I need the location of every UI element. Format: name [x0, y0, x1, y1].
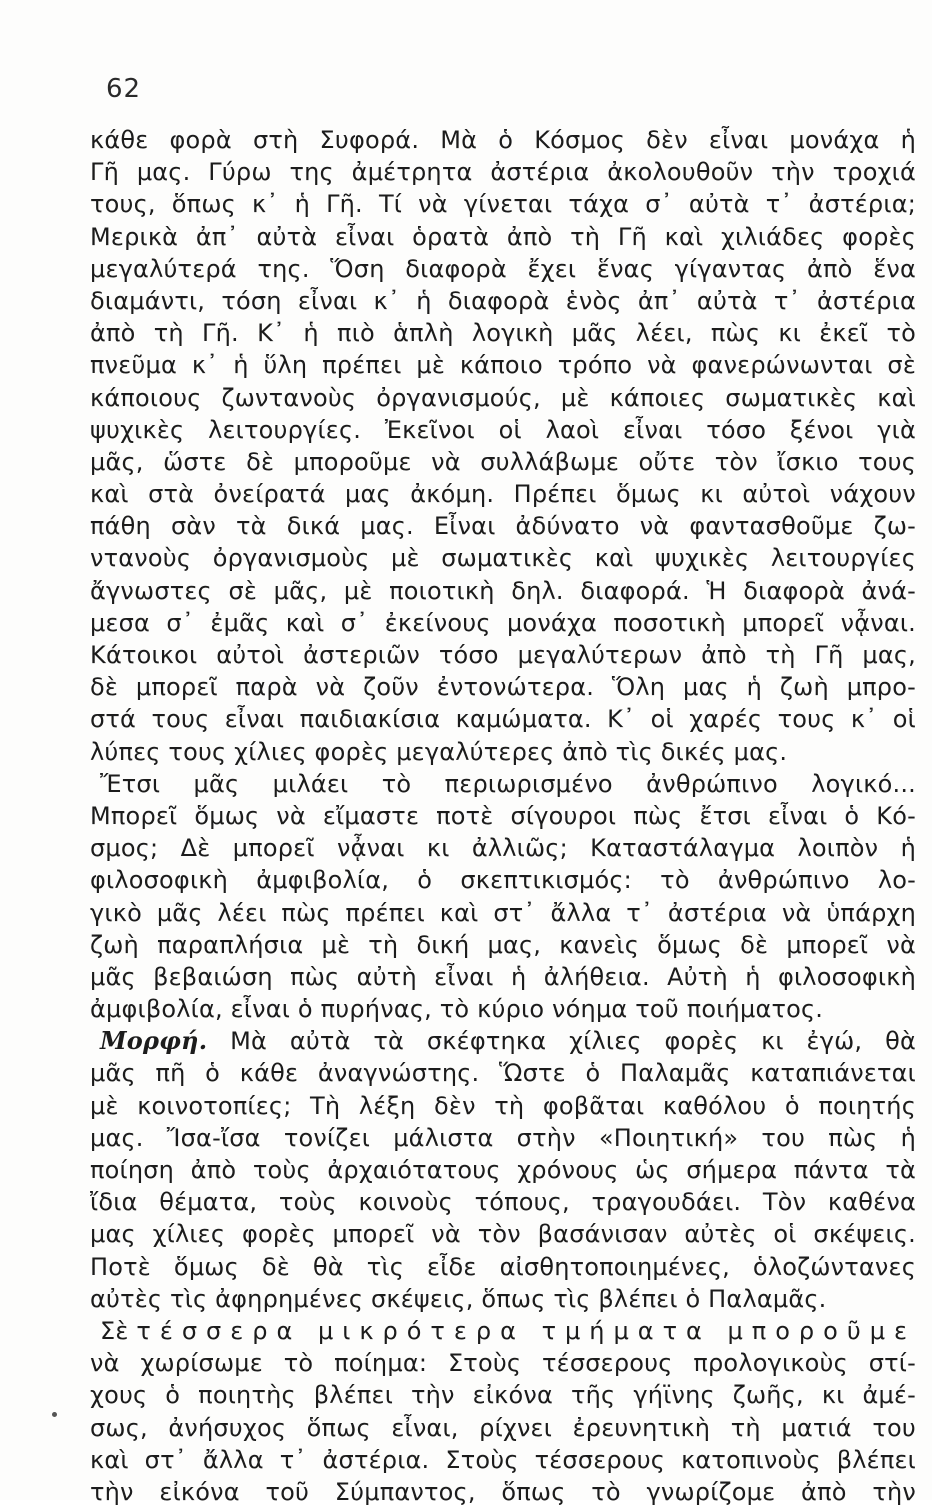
section-lead: Σὲ	[100, 1316, 129, 1345]
text-line: καὶ στὰ ὀνείρατά μας ἀκόμη. Πρέπει ὅμως κι αὐτοὶ νάχουν	[90, 480, 916, 509]
text-line: κάποιους ζωντανοὺς ὀργανισμούς, μὲ κάποιες σωματικὲς καὶ	[90, 383, 916, 412]
text-line: χους ὁ ποιητὴς βλέπει τὴν εἰκόνα τῆς γήϊνης ζωῆς, κι ἀμέ-	[90, 1381, 916, 1410]
text-line: μᾶς πῆ ὁ κάθε ἀναγνώστης. Ὥστε ὁ Παλαμᾶς καταπιάνεται	[90, 1059, 916, 1088]
text-line: φιλοσοφικὴ ἀμφιβολία, ὁ σκεπτικισμός: τὸ ἀνθρώπινο λο-	[90, 866, 916, 895]
text-line: τὴν εἰκόνα τοῦ Σύμπαντος, ὅπως τὸ γνωρίζομε ἀπὸ τὴν	[90, 1477, 916, 1506]
text-line: αὐτὲς τὶς ἀφηρημένες σκέψεις, ὅπως τὶς βλέπει ὁ Παλαμᾶς.	[90, 1284, 827, 1313]
text-line: κάθε φορὰ στὴ Συφορά. Μὰ ὁ Κόσμος δὲν εἶναι μονάχα ἡ	[90, 126, 916, 154]
text-line: μας. Ἴσα-ἴσα τονίζει μάλιστα στὴν «Ποιητική» του πὼς ἡ	[90, 1123, 916, 1152]
text-line: ἀπὸ τὴ Γῆ. Κ᾽ ἡ πιὸ ἁπλὴ λογικὴ μᾶς λέει, πὼς κι ἐκεῖ τὸ	[90, 319, 916, 348]
text-line: Κάτοικοι αὐτοὶ ἀστεριῶν τόσο μεγαλύτερων ἀπὸ τὴ Γῆ μας,	[90, 641, 916, 669]
text-line: πνεῦμα κ᾽ ἡ ὕλη πρέπει μὲ κάποιο τρόπο νὰ φανερώνωνται σὲ	[90, 351, 916, 380]
text-line: καὶ στ᾽ ἄλλα τ᾽ ἀστέρια. Στοὺς τέσσερους κατοπινοὺς βλέπει	[90, 1445, 916, 1474]
text-line: δὲ μπορεῖ παρὰ νὰ ζοῦν ἐντονώτερα. Ὅλη μας ἡ ζωὴ μπρο-	[90, 673, 916, 702]
text-line: μεγαλύτερά της. Ὅση διαφορὰ ἔχει ἕνας γίγαντας ἀπὸ ἕνα	[90, 254, 916, 283]
text-line: μᾶς, ὥστε δὲ μποροῦμε νὰ συλλάβωμε οὔτε τὸν ἴσκιο τους	[90, 447, 916, 476]
text-line: στά τους εἶναι παιδιακίσια καμώματα. Κ᾽ οἱ χαρές τους κ᾽ οἱ	[90, 705, 916, 734]
text-line: πάθη σὰν τὰ δικά μας. Εἶναι ἀδύνατο νὰ φαντασθοῦμε ζω-	[90, 512, 916, 541]
text-line: Μπορεῖ ὅμως νὰ εἴμαστε ποτὲ σίγουροι πὼς ἔτσι εἶναι ὁ Κό-	[90, 801, 916, 830]
text-line: λύπες τους χίλιες φορὲς μεγαλύτερες ἀπὸ τὶς δικές μας.	[90, 737, 788, 766]
body-text	[90, 124, 916, 1508]
text-line: Ἔτσι μᾶς μιλάει τὸ περιωρισμένο ἀνθρώπινο λογικό...	[100, 769, 916, 798]
text-line: διαμάντι, τόση εἶναι κ᾽ ἡ διαφορὰ ἑνὸς ἀπ᾽ αὐτὰ τ᾽ ἀστέρια	[90, 286, 916, 315]
text-line: σως, ἀνήσυχος ὅπως εἶναι, ρίχνει ἐρευνητικὴ τὴ ματιά του	[90, 1413, 916, 1442]
text-line: ψυχικὲς λειτουργίες. Ἐκεῖνοι οἱ λαοὶ εἶναι τόσο ξένοι γιὰ	[90, 415, 916, 444]
text-line	[90, 1025, 916, 1057]
text-line: ἴδια θέματα, τοὺς κοινοὺς τόπους, τραγουδάει. Τὸν καθένα	[90, 1188, 916, 1217]
text-line: ἀμφιβολία, εἶναι ὁ πυρήνας, τὸ κύριο νόημα τοῦ ποιήματος.	[90, 995, 824, 1024]
text-line: γικὸ μᾶς λέει πὼς πρέπει καὶ στ᾽ ἄλλα τ᾽ ἀστέρια νὰ ὑπάρχη	[90, 898, 916, 927]
text-line: ἄγνωστες σὲ μᾶς, μὲ ποιοτικὴ δηλ. διαφορά. Ἡ διαφορὰ ἀνά-	[90, 576, 916, 605]
text-line: ποίηση ἀπὸ τοὺς ἀρχαιότατους χρόνους ὡς σήμερα πάντα τὰ	[90, 1156, 916, 1184]
text-line	[90, 1315, 916, 1347]
text-line: Ποτὲ ὅμως δὲ θὰ τὶς εἶδε αἰσθητοποιημένες, ὁλοζώντανες	[90, 1252, 916, 1281]
text-line: μας χίλιες φορὲς μπορεῖ νὰ τὸν βασάνισαν αὐτὲς οἱ σκέψεις.	[90, 1220, 916, 1249]
text-line: σμος; Δὲ μπορεῖ νᾆναι κι ἀλλιῶς; Καταστάλαγμα λοιπὸν ἡ	[90, 834, 916, 863]
text-line: νὰ χωρίσωμε τὸ ποίημα: Στοὺς τέσσερους προλογικοὺς στί-	[90, 1349, 916, 1378]
text-line: ζωὴ παραπλήσια μὲ τὴ δική μας, κανεὶς ὅμως δὲ μπορεῖ νὰ	[90, 930, 916, 959]
page-number: 62	[106, 74, 142, 104]
ink-speck	[52, 1412, 57, 1417]
text-line: μὲ κοινοτοπίες; Τὴ λέξη δὲν τὴ φοβᾶται καθόλου ὁ ποιητής	[90, 1091, 916, 1120]
form-term: Μορφή.	[100, 1026, 208, 1056]
text-line: μᾶς βεβαιώση πὼς αὐτὴ εἶναι ἡ ἀλήθεια. Αὐτὴ ἡ φιλοσοφικὴ	[90, 962, 916, 991]
text-line: τους, ὅπως κ᾽ ἡ Γῆ. Τί νὰ γίνεται τάχα σ᾽ αὐτὰ τ᾽ ἀστέρια;	[90, 190, 916, 219]
text-line-rest: Μὰ αὐτὰ τὰ σκέφτηκα χίλιες φορὲς κι ἐγώ, θὰ	[230, 1027, 916, 1056]
text-line: Μερικὰ ἀπ᾽ αὐτὰ εἶναι ὁρατὰ ἀπὸ τὴ Γῆ καὶ χιλιάδες φορὲς	[90, 222, 916, 251]
text-line-rest: τέσσερα μικρότερα τμήματα μποροῦμε	[136, 1316, 916, 1345]
text-line: μεσα σ᾽ ἐμᾶς καὶ σ᾽ ἐκείνους μονάχα ποσοτικὴ μπορεῖ νᾆναι.	[90, 608, 916, 637]
text-line: ντανοὺς ὀργανισμοὺς μὲ σωματικὲς καὶ ψυχικὲς λειτουργίες	[90, 544, 916, 573]
text-line: Γῆ μας. Γύρω της ἀμέτρητα ἀστέρια ἀκολουθοῦν τὴν τροχιά	[90, 158, 916, 187]
